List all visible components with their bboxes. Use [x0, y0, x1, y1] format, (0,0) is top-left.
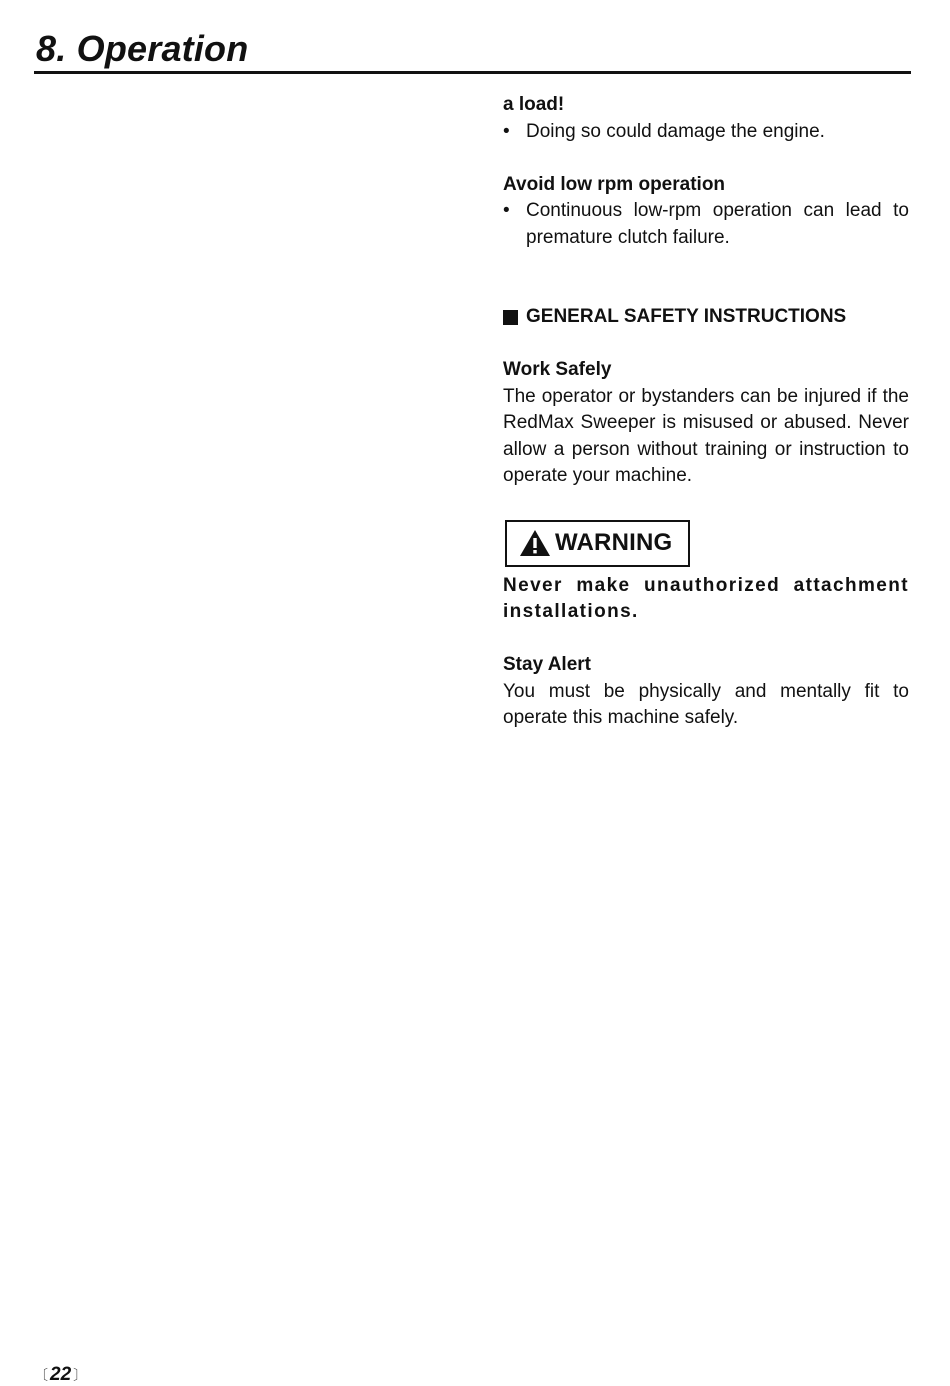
work-safely-body: The operator or bystanders can be injured if the RedMax Sweeper is misused or abused. Never allow a person without training or instruction to operate your machine. [503, 385, 909, 486]
bracket-right: 〕 [73, 1367, 88, 1383]
stay-alert-heading: Stay Alert [503, 654, 591, 675]
page-title: 8. Operation [36, 28, 249, 69]
warning-triangle-icon [519, 529, 551, 557]
warning-label-text: WARNING [555, 528, 673, 556]
bullet-dot: • [503, 200, 510, 221]
bullet-dot: • [503, 120, 510, 142]
header-rule [34, 71, 911, 74]
right-column [503, 92, 909, 732]
page-number-text: 22 [50, 1364, 72, 1385]
bracket-left: 〔 [34, 1367, 48, 1383]
bullet-text: Doing so could damage the engine. [526, 120, 825, 142]
general-safety-heading-text: GENERAL SAFETY INSTRUCTIONS [526, 306, 847, 327]
page-number [34, 1364, 87, 1386]
work-safely-heading: Work Safely [503, 359, 612, 380]
stay-alert-body: You must be physically and mentally fit to operate this machine safely. [503, 680, 909, 728]
bullet-item [503, 198, 909, 251]
low-rpm-heading: Avoid low rpm operation [503, 173, 726, 195]
continued-heading: a load! [503, 94, 565, 115]
warning-label [505, 520, 690, 567]
warning-text: Never make unauthorized attachment installations. [503, 574, 909, 622]
bullet-text: Continuous low-rpm operation can lead to premature clutch failure. [526, 200, 909, 248]
bullet-item [503, 119, 909, 146]
general-safety-heading [503, 304, 909, 331]
square-bullet-icon [503, 310, 518, 325]
